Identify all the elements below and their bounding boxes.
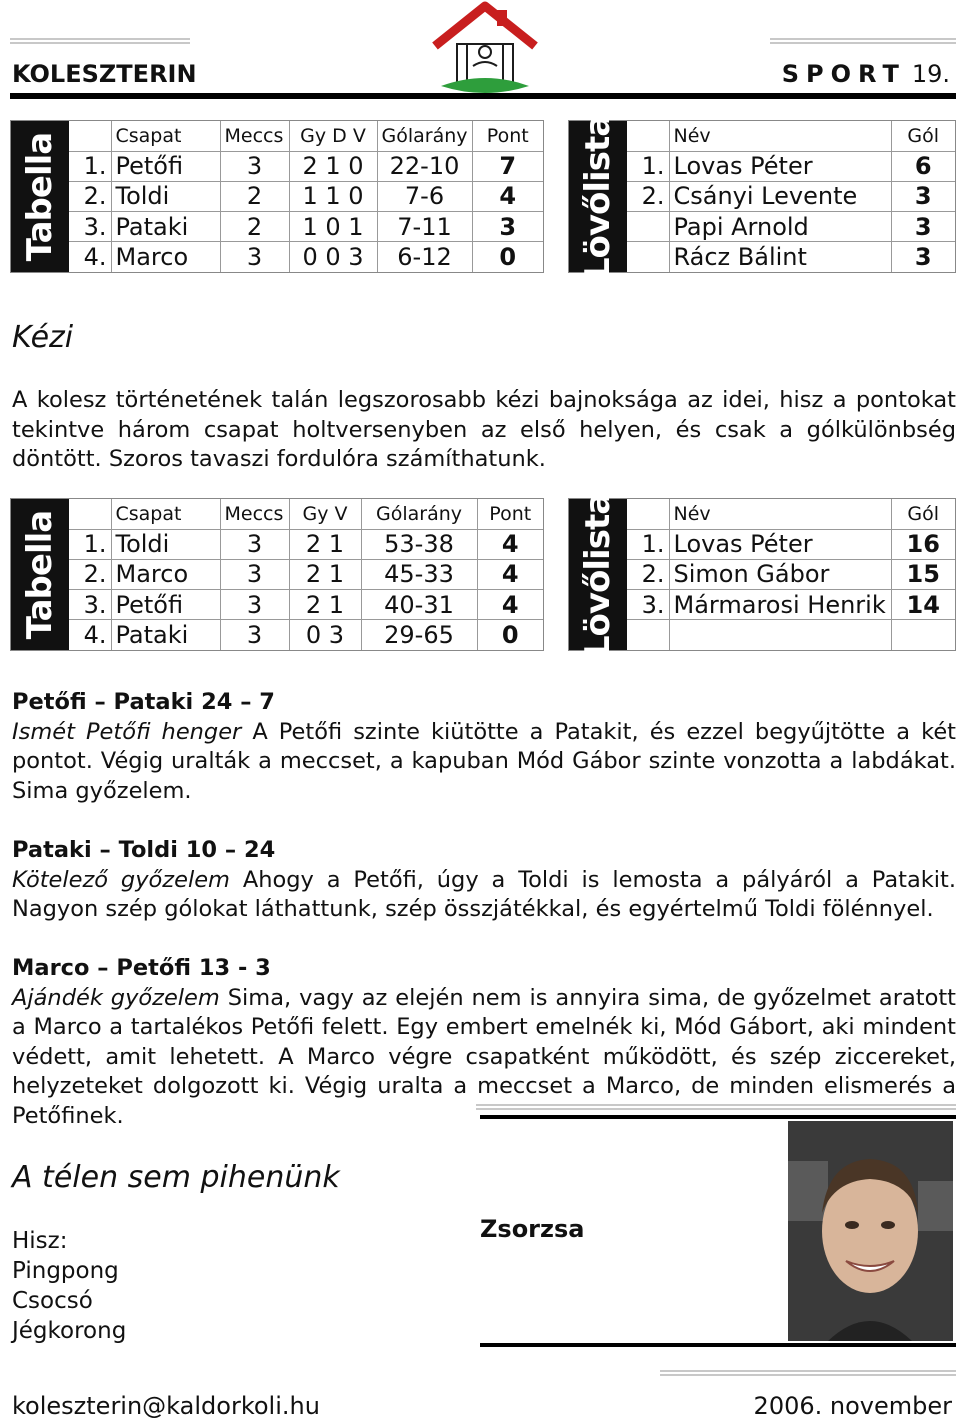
kezi-scorers-table <box>568 492 956 657</box>
table-header-row: Csapat Meccs Gy D V Gólarány Pont <box>69 121 543 151</box>
table-row: 4. Marco 3 0 0 3 6-12 0 <box>69 242 543 272</box>
table-row <box>627 620 955 650</box>
kezi-standings-table <box>10 498 544 651</box>
match-subtitle: Ajándék győzelem <box>12 984 220 1011</box>
scorers-side-label: Lövőlista <box>569 121 627 272</box>
college-logo-icon <box>423 0 547 100</box>
foci-scorers-table <box>568 114 956 279</box>
match-subtitle: Ismét Petőfi henger <box>12 718 242 745</box>
person-photo-icon <box>788 1121 953 1341</box>
table-row: 3. Pataki 2 1 0 1 7-11 3 <box>69 212 543 242</box>
list-item: Jégkorong <box>12 1318 127 1344</box>
table-header-row: Csapat Meccs Gy V Gólarány Pont <box>69 499 543 529</box>
photo-decoration-top <box>476 1104 956 1114</box>
table-row: 1. Lovas Péter 6 <box>627 151 955 181</box>
page-number: 19. <box>911 60 950 88</box>
section-name: SPORT <box>781 60 906 88</box>
winter-section-title: A télen sem pihenünk <box>12 1160 340 1195</box>
table-row: 2. Simon Gábor 15 <box>627 559 955 589</box>
match-text: A Petőfi szinte kiütötte a Patakit, és ezzel begyűjtötte a két pontot. Végig uralták a meccset, a kapuban Mód Gábor szinte vonzotta a labdákat. Sima győzelem. <box>12 718 956 804</box>
table-row: 4. Pataki 3 0 3 29-65 0 <box>69 620 543 650</box>
issue-date: 2006. november <box>753 1392 952 1420</box>
list-item: Hisz: <box>12 1228 68 1254</box>
match-text: Ahogy a Petőfi, úgy a Toldi is lemosta a pályáról a Patakit. Nagyon szép gólokat láthattunk, szép összjátékkal, és egyértelmű Toldi fölénnyel. <box>12 866 956 922</box>
scorers-side-label: Lövőlista <box>569 499 627 650</box>
match-body <box>12 718 956 807</box>
table-row: Rácz Bálint 3 <box>627 242 955 272</box>
table-row: 2. Toldi 2 1 1 0 7-6 4 <box>69 181 543 211</box>
match-text: Sima, vagy az elején nem is annyira sima, de győzelmet aratott a Marco a tartalékos Petőfi felett. Egy embert emelnék ki, Mód Gábort, aki mindent védett, amit lehetett. A Marco végre csapatként működött, és szép ziccereket, helyzeteket dolgozott ki. Végig uralta a meccset a Marco, de minden elismerés a Petőfinek. <box>12 984 956 1129</box>
foci-standings-table <box>10 120 544 273</box>
table-row: 3. Mármarosi Henrik 14 <box>627 590 955 620</box>
scorers-grid <box>627 121 955 272</box>
match-subtitle: Kötelező győzelem <box>12 866 230 893</box>
table-row: 1. Lovas Péter 16 <box>627 529 955 559</box>
match-title: Petőfi – Pataki 24 – 7 <box>12 689 275 715</box>
table-row: 2. Csányi Levente 3 <box>627 181 955 211</box>
table-header-row: Név Gól <box>627 499 955 529</box>
standings-grid <box>69 121 543 272</box>
kezi-section-title: Kézi <box>12 320 74 355</box>
table-row: 3. Petőfi 3 2 1 40-31 4 <box>69 590 543 620</box>
match-title: Pataki – Toldi 10 – 24 <box>12 837 276 863</box>
table-row: Papi Arnold 3 <box>627 212 955 242</box>
table-row: 1. Toldi 3 2 1 53-38 4 <box>69 529 543 559</box>
match-body <box>12 866 956 925</box>
table-header-row: Név Gól <box>627 121 955 151</box>
match-report <box>12 836 956 925</box>
kezi-intro-paragraph: A kolesz történetének talán legszorosabb kézi bajnoksága az idei, hisz a pontokat tekintve három csapat holtversenyben az első helyen, és csak a gólkülönbség döntött. Szoros tavaszi fordulóra számíthatunk. <box>12 387 956 472</box>
scorers-grid <box>627 499 955 650</box>
standings-side-label: Tabella <box>11 499 69 650</box>
standings-grid <box>69 499 543 650</box>
match-title: Marco – Petőfi 13 - 3 <box>12 955 271 981</box>
header-decoration-left <box>10 38 190 48</box>
match-report <box>12 688 956 806</box>
list-item: Pingpong <box>12 1258 119 1284</box>
publication-name: KOLESZTERIN <box>12 60 197 88</box>
header-decoration-right <box>770 38 956 48</box>
table-row: 1. Petőfi 3 2 1 0 22-10 7 <box>69 151 543 181</box>
winter-activities-list <box>12 1226 126 1346</box>
table-row: 2. Marco 3 2 1 45-33 4 <box>69 559 543 589</box>
section-header <box>782 60 950 88</box>
footer-decoration <box>660 1370 956 1380</box>
contact-email: koleszterin@kaldorkoli.hu <box>12 1392 320 1420</box>
standings-side-label: Tabella <box>11 121 69 272</box>
list-item: Csocsó <box>12 1288 93 1314</box>
photo-caption: Zsorzsa <box>480 1215 585 1243</box>
